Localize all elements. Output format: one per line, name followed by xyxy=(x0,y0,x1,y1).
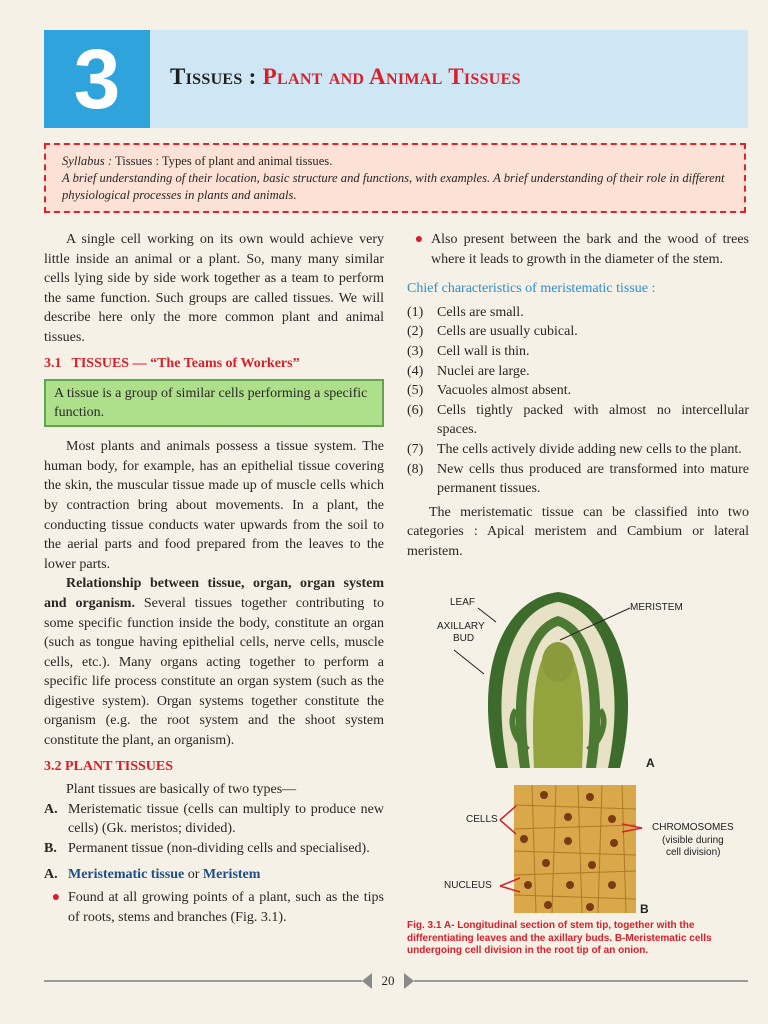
section-number: 3.1 xyxy=(44,355,62,371)
paragraph-tissue-system: Most plants and animals possess a tissue system. The human body, for example, has an epithelial tissue covering the skin, the muscular tissue made up of muscle cells which by contraction bring about movements. In a plant, the conducting tissue conducts water upwards from the soil to the aerial parts and food prepared from the leaves to the lower parts. xyxy=(44,439,384,572)
definition-box: A tissue is a group of similar cells performing a specific function. xyxy=(44,379,384,427)
syllabus-line1: Tissues : Types of plant and animal tissues. xyxy=(114,154,333,168)
bullet-text: Also present between the bark and the wood of trees where it leads to growth in the diameter of the stem. xyxy=(431,232,749,267)
paragraph-relationship xyxy=(44,574,384,750)
characteristic-item xyxy=(407,381,749,401)
label-chromosomes: CHROMOSOMES xyxy=(652,822,734,833)
characteristic-item xyxy=(407,362,749,382)
intro-paragraph: A single cell working on its own would achieve very little inside an animal or a plant. So, many many similar cells lying side by side work together as a team to perform the same function. Such groups are called tissues. We will describe here only the more common plant and animal tissues. xyxy=(44,232,384,345)
title-part1: Tissues : xyxy=(170,64,263,89)
syllabus-line2: A brief understanding of their location, basic structure and functions, with examples. A brief understanding of their role in different physiological processes in plants and animals. xyxy=(62,171,725,202)
classification-paragraph: The meristematic tissue can be classified into two categories : Apical meristem and Cambium or lateral meristem. xyxy=(407,504,749,559)
section-title: TISSUES — “The Teams of Workers” xyxy=(71,355,300,371)
label-chromosomes-note1: (visible during xyxy=(662,835,724,846)
characteristic-text: Cells tightly packed with almost no intercellular spaces. xyxy=(437,402,749,438)
characteristic-text: Cell wall is thin. xyxy=(437,343,530,359)
syllabus-box xyxy=(44,143,746,213)
bullet-item xyxy=(407,230,749,269)
left-column xyxy=(44,230,384,927)
section-3-1-heading xyxy=(44,354,384,374)
label-bud: BUD xyxy=(453,633,475,644)
label-cells: CELLS xyxy=(466,814,498,825)
title-part2: Plant and Animal Tissues xyxy=(262,64,521,89)
characteristics-list xyxy=(407,303,749,499)
characteristic-text: New cells thus produced are transformed into mature permanent tissues. xyxy=(437,461,749,497)
sub-a-title2: Meristem xyxy=(202,866,261,882)
bullet-dot-icon: ● xyxy=(414,232,424,247)
characteristic-number: (5) xyxy=(407,383,424,399)
right-column xyxy=(407,230,749,562)
characteristic-number: (6) xyxy=(407,402,424,418)
characteristic-number: (2) xyxy=(407,324,424,340)
characteristic-item xyxy=(407,342,749,362)
characteristic-item xyxy=(407,440,749,460)
characteristic-text: The cells actively divide adding new cells to the plant. xyxy=(437,441,742,457)
characteristic-text: Cells are usually cubical. xyxy=(437,324,578,340)
section-3-2-heading: 3.2 PLANT TISSUES xyxy=(44,758,174,774)
bullet-text: Found at all growing points of a plant, such as the tips of roots, stems and branches (Fig. 3.1). xyxy=(68,890,384,925)
characteristic-item xyxy=(407,460,749,499)
chief-characteristics-heading: Chief characteristics of meristematic tissue : xyxy=(407,281,656,297)
label-chromosomes-note2: cell division) xyxy=(666,847,721,858)
bullet-dot-icon: ● xyxy=(51,890,61,906)
label-meristem: MERISTEM xyxy=(630,602,683,613)
relationship-heading: Relationship between tissue, organ, organ system and organism. xyxy=(44,576,384,611)
characteristic-item xyxy=(407,401,749,440)
characteristic-number: (7) xyxy=(407,441,424,457)
characteristic-item xyxy=(407,322,749,342)
sub-a-label: A. xyxy=(44,866,58,882)
characteristic-item xyxy=(407,303,749,323)
label-axillary: AXILLARY xyxy=(437,621,485,632)
figure-caption: Fig. 3.1 A- Longitudinal section of stem tip, together with the differentiating leaves and the axillary buds. B-Meristematic cells undergoing cell division in the root tip of an onion. xyxy=(407,920,712,956)
footer-rule-left xyxy=(44,980,362,982)
chapter-number: 3 xyxy=(44,30,150,128)
label-nucleus: NUCLEUS xyxy=(444,880,492,891)
type-a-label: A. xyxy=(44,801,58,817)
label-b: B xyxy=(640,902,649,916)
bullet-item xyxy=(44,888,384,927)
characteristic-text: Vacuoles almost absent. xyxy=(437,383,572,399)
type-b-item xyxy=(44,839,384,859)
page-number: 20 xyxy=(366,971,410,991)
figure-b-leader-lines xyxy=(498,800,658,900)
characteristic-text: Nuclei are large. xyxy=(437,363,530,379)
characteristic-number: (4) xyxy=(407,363,424,379)
characteristic-number: (3) xyxy=(407,343,424,359)
relationship-text: Several tissues together contributing to some specific function inside the body, constitute an organ (such as tongue having epithelial cells, nerve cells, muscle cells, etc.). Many organs acting together to perform a specific life process constitute an organ system (such as the digestive system). Organ systems together constitute the organism (e.g. the root system and the shoot system constitute the plant, an organism). xyxy=(44,595,385,749)
syllabus-label: Syllabus : xyxy=(62,154,113,168)
type-a-text: Meristematic tissue (cells can multiply to produce new cells) (Gk. meristos; divided). xyxy=(68,801,384,837)
chapter-title xyxy=(170,64,521,90)
characteristic-text: Cells are small. xyxy=(437,304,524,320)
sub-a-title: Meristematic tissue xyxy=(68,866,185,882)
meristem-subheading xyxy=(44,865,384,885)
plant-tissues-intro: Plant tissues are basically of two types— xyxy=(66,782,297,798)
type-a-item xyxy=(44,800,384,839)
characteristic-number: (8) xyxy=(407,461,424,477)
sub-a-or: or xyxy=(184,866,203,882)
footer-rule-right xyxy=(414,980,748,982)
type-b-label: B. xyxy=(44,841,57,857)
type-b-text: Permanent tissue (non-dividing cells and specialised). xyxy=(68,841,370,857)
characteristic-number: (1) xyxy=(407,304,424,320)
label-leaf: LEAF xyxy=(450,597,476,608)
label-a: A xyxy=(646,756,655,770)
